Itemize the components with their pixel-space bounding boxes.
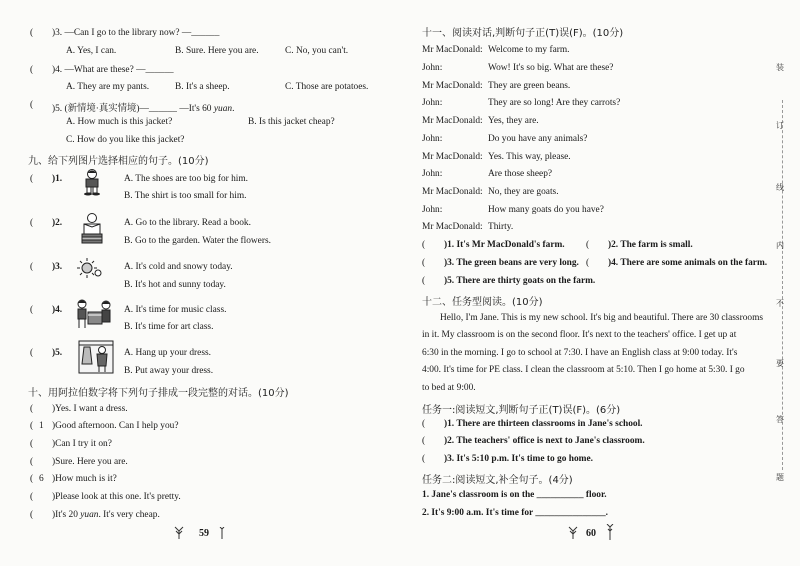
tf-paren: (	[586, 240, 590, 250]
task1-paren: (	[422, 454, 426, 464]
task1-q2: )2. The teachers' office is next to Jane's classroom.	[444, 436, 645, 446]
s10-line-1: )Yes. I want a dress.	[52, 404, 128, 414]
dialog-speaker: John:	[422, 169, 443, 179]
s9-q4-num: )4.	[52, 305, 63, 315]
s10-answer: 1	[39, 421, 44, 431]
boy-reading-picture	[78, 212, 106, 240]
s9-q1-option-b: B. The shirt is too small for him.	[124, 191, 247, 201]
wardrobe-picture	[78, 340, 114, 374]
tf-q5: )5. There are thirty goats on the farm.	[444, 276, 596, 286]
s10-line-7: )It's 20 yuan. It's very cheap.	[52, 510, 160, 520]
binding-char: 订	[776, 121, 784, 130]
s10-paren: (	[30, 404, 34, 414]
s10-line-4: )Sure. Here you are.	[52, 457, 128, 467]
q4-option-b: B. It's a sheep.	[175, 82, 230, 92]
s9-q5-paren: (	[30, 348, 34, 358]
q5-option-b: B. Is this jacket cheap?	[248, 117, 335, 127]
s9-q4-paren: (	[30, 305, 34, 315]
tf-q1: )1. It's Mr MacDonald's farm.	[444, 240, 565, 250]
sun-picture	[76, 256, 104, 284]
s10-line-5: )How much is it?	[52, 474, 117, 484]
s9-q3-option-b: B. It's hot and sunny today.	[124, 280, 226, 290]
task2-q2: 2. It's 9:00 a.m. It's time for _______________.	[422, 508, 609, 518]
page-ornament-icon	[172, 526, 186, 543]
passage-line: to bed at 9:00.	[422, 383, 476, 393]
task1-q3: )3. It's 5:10 p.m. It's time to go home.	[444, 454, 593, 464]
task-2-title: 任务二:阅读短文,补全句子。(4分)	[422, 475, 573, 486]
s9-q1-option-a: A. The shoes are too big for him.	[124, 174, 249, 184]
task-1-title: 任务一:阅读短文,判断句子正(T)误(F)。(6分)	[422, 405, 621, 416]
s10-line-2: )Good afternoon. Can I help you?	[52, 421, 179, 431]
section-9-title: 九、给下列图片选择相应的句子。(10分)	[28, 156, 209, 167]
tf-paren: (	[422, 258, 426, 268]
dialog-speaker: John:	[422, 98, 443, 108]
q4-question: )4. —What are these? —______	[52, 65, 174, 75]
q5-paren: (	[30, 100, 34, 110]
q3-paren: (	[30, 28, 34, 38]
dialog-line: Do you have any animals?	[488, 134, 588, 144]
dialog-line: Yes, they are.	[488, 116, 539, 126]
s9-q2-option-b: B. Go to the garden. Water the flowers.	[124, 236, 271, 246]
q5-option-a: A. How much is this jacket?	[66, 117, 173, 127]
passage-line: 4:00. It's time for PE class. I clean the classroom at 5:10. Then I go home at 5:30. I go	[422, 365, 745, 375]
task1-paren: (	[422, 419, 426, 429]
task1-paren: (	[422, 436, 426, 446]
q4-option-c: C. Those are potatoes.	[285, 82, 369, 92]
binding-char: 答	[776, 415, 784, 424]
q3-option-b: B. Sure. Here you are.	[175, 46, 259, 56]
s9-q5-option-b: B. Put away your dress.	[124, 366, 214, 376]
s9-q4-option-a: A. It's time for music class.	[124, 305, 227, 315]
tf-q2: )2. The farm is small.	[608, 240, 693, 250]
binding-char: 要	[776, 359, 784, 368]
s9-q2-num: )2.	[52, 218, 63, 228]
s9-q1-paren: (	[30, 174, 34, 184]
dialog-speaker: Mr MacDonald:	[422, 45, 483, 55]
s9-q2-paren: (	[30, 218, 34, 228]
q5-question: )5. (新情境·真实情境)—______ —It's 60 yuan.	[52, 104, 235, 114]
music-class-picture	[74, 298, 114, 326]
s10-line-3: )Can I try it on?	[52, 439, 112, 449]
q3-question: )3. —Can I go to the library now? —______	[52, 28, 220, 38]
dialog-speaker: Mr MacDonald:	[422, 81, 483, 91]
binding-char: 题	[776, 473, 784, 482]
s10-answer: 6	[39, 474, 44, 484]
dialog-line: They are so long! Are they carrots?	[488, 98, 621, 108]
tf-q4: )4. There are some animals on the farm.	[608, 258, 768, 268]
s9-q5-option-a: A. Hang up your dress.	[124, 348, 211, 358]
s10-paren: (	[30, 474, 34, 484]
dialog-line: They are green beans.	[488, 81, 571, 91]
section-10-title: 十、用阿拉伯数字将下列句子排成一段完整的对话。(10分)	[28, 388, 289, 399]
passage-line: 6:30 in the morning. I go to school at 7:30. I have an English class at 9:00 today. It's	[422, 348, 738, 358]
dialog-line: Wow! It's so big. What are these?	[488, 63, 614, 73]
s9-q3-num: )3.	[52, 262, 63, 272]
s10-line-6: )Please look at this one. It's pretty.	[52, 492, 181, 502]
s9-q4-option-b: B. It's time for art class.	[124, 322, 214, 332]
dialog-speaker: Mr MacDonald:	[422, 222, 483, 232]
s9-q3-paren: (	[30, 262, 34, 272]
s9-q5-num: )5.	[52, 348, 63, 358]
tf-paren: (	[586, 258, 590, 268]
tf-paren: (	[422, 276, 426, 286]
s9-q2-option-a: A. Go to the library. Read a book.	[124, 218, 251, 228]
section-11-title: 十一、阅读对话,判断句子正(T)误(F)。(10分)	[422, 28, 624, 39]
page-ornament-icon	[566, 526, 580, 543]
passage-line: in it. My classroom is on the second floor. It's next to the teachers' office. I get up at	[422, 330, 737, 340]
tf-q3: )3. The green beans are very long.	[444, 258, 579, 268]
binding-char: 不	[776, 299, 784, 308]
dialog-line: Welcome to my farm.	[488, 45, 570, 55]
task1-q1: )1. There are thirteen classrooms in Jane's school.	[444, 419, 643, 429]
s10-paren: (	[30, 510, 34, 520]
q3-option-c: C. No, you can't.	[285, 46, 349, 56]
dialog-speaker: John:	[422, 63, 443, 73]
passage-line: Hello, I'm Jane. This is my new school. It's big and beautiful. There are 30 classrooms	[440, 313, 764, 323]
s10-paren: (	[30, 421, 34, 431]
task2-q1: 1. Jane's classroom is on the __________ floor.	[422, 490, 607, 500]
tf-paren: (	[422, 240, 426, 250]
dialog-speaker: Mr MacDonald:	[422, 187, 483, 197]
dialog-speaker: John:	[422, 134, 443, 144]
dialog-line: Are those sheep?	[488, 169, 553, 179]
q5-option-c: C. How do you like this jacket?	[66, 135, 185, 145]
s9-q1-num: )1.	[52, 174, 63, 184]
dialog-line: Yes. This way, please.	[488, 152, 571, 162]
s10-paren: (	[30, 457, 34, 467]
s10-paren: (	[30, 492, 34, 502]
dialog-line: How many goats do you have?	[488, 205, 604, 215]
q3-option-a: A. Yes, I can.	[66, 46, 117, 56]
binding-char: 线	[776, 183, 784, 192]
page-ornament-icon	[219, 527, 225, 542]
q4-option-a: A. They are my pants.	[66, 82, 150, 92]
page-number-left: 59	[199, 528, 209, 539]
boy-clothes-picture	[78, 168, 106, 196]
dialog-speaker: Mr MacDonald:	[422, 116, 483, 126]
s9-q3-option-a: A. It's cold and snowy today.	[124, 262, 233, 272]
s10-paren: (	[30, 439, 34, 449]
dialog-line: Thirty.	[488, 222, 514, 232]
page-ornament-icon	[606, 524, 614, 543]
dialog-line: No, they are goats.	[488, 187, 559, 197]
binding-char: 内	[776, 241, 784, 250]
dialog-speaker: John:	[422, 205, 443, 215]
page-number-right: 60	[586, 528, 596, 539]
q4-paren: (	[30, 65, 34, 75]
dialog-speaker: Mr MacDonald:	[422, 152, 483, 162]
section-12-title: 十二、任务型阅读。(10分)	[422, 297, 543, 308]
binding-char: 装	[776, 63, 784, 72]
